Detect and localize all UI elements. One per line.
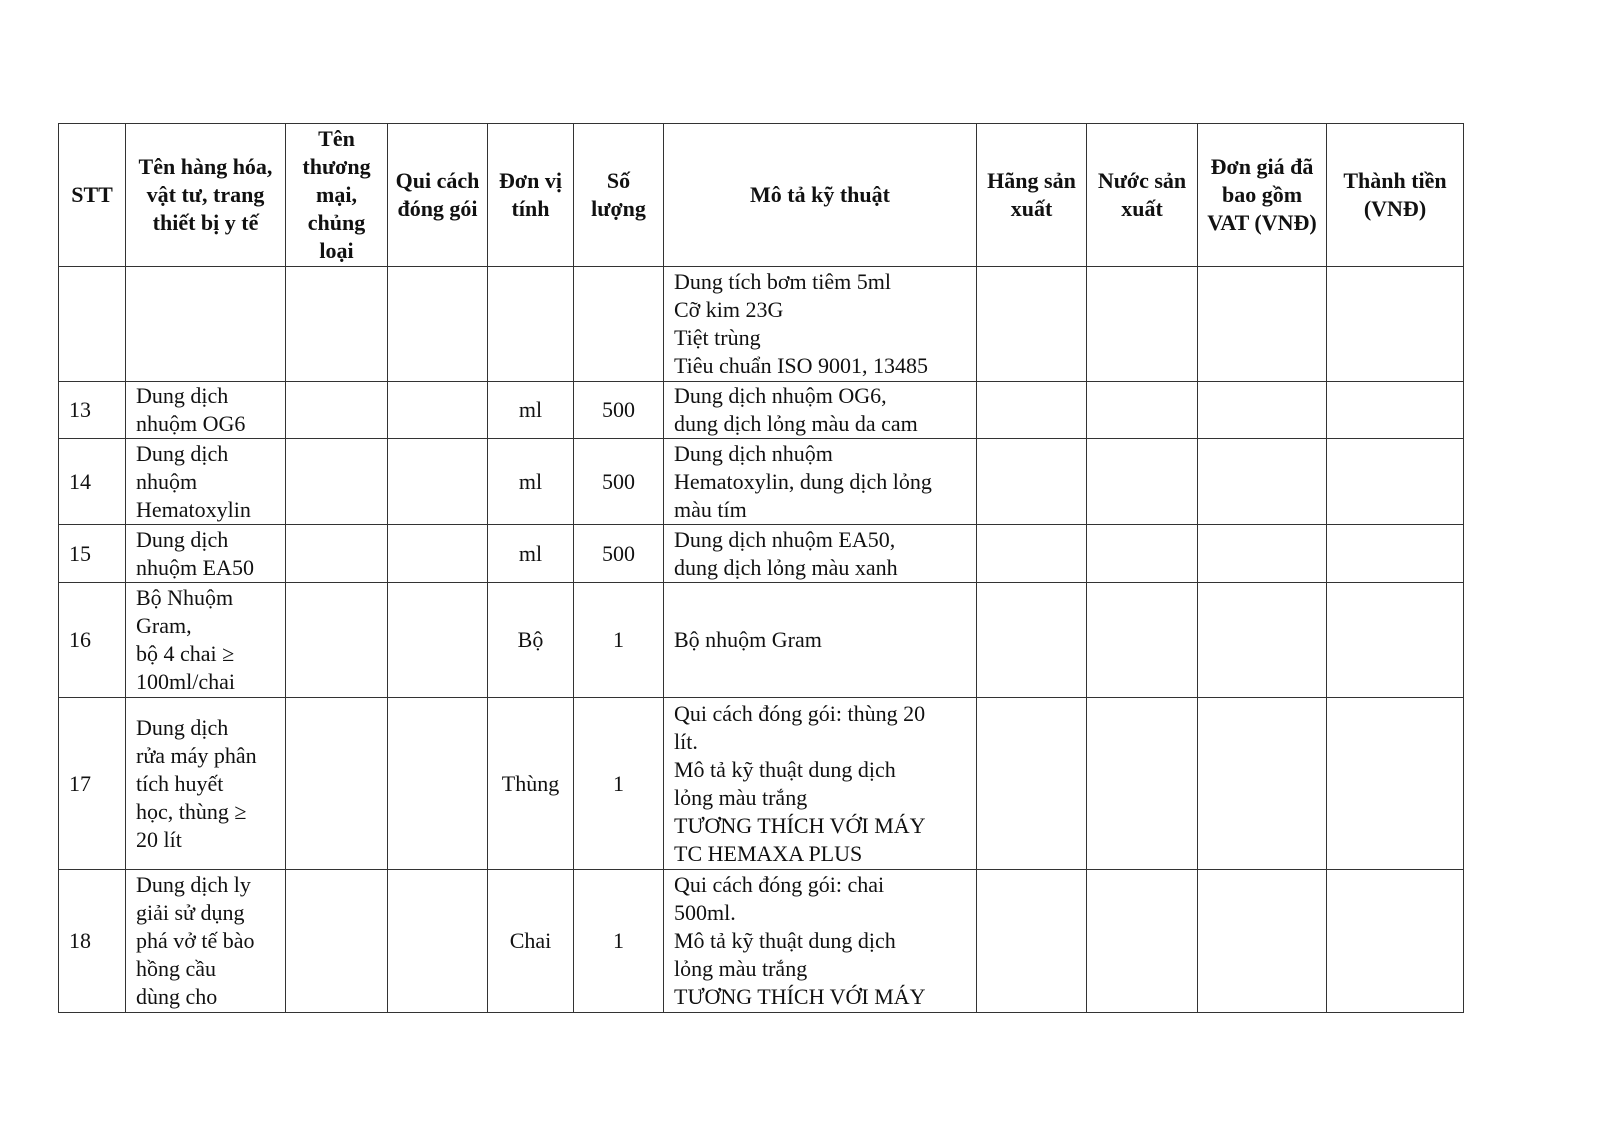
cell-quantity: 500 [574,382,664,439]
cell-description: Qui cách đóng gói: chai 500ml. Mô tả kỹ thuật dung dịch lỏng màu trắng TƯƠNG THÍCH VỚI MÁY [664,870,977,1013]
cell-total [1327,698,1464,870]
cell-manufacturer [977,698,1087,870]
cell-quantity [574,267,664,382]
header-manufacturer: Hãng sản xuất [977,124,1087,267]
cell-unit: ml [488,525,574,583]
cell-packing [388,439,488,525]
cell-trade-name [286,267,388,382]
cell-trade-name [286,382,388,439]
cell-stt: 17 [59,698,126,870]
cell-country [1087,439,1198,525]
cell-packing [388,267,488,382]
cell-unit: Bộ [488,583,574,698]
cell-packing [388,525,488,583]
cell-trade-name [286,439,388,525]
header-total: Thành tiền (VNĐ) [1327,124,1464,267]
cell-trade-name [286,698,388,870]
cell-total [1327,439,1464,525]
cell-description: Qui cách đóng gói: thùng 20 lít. Mô tả kỹ thuật dung dịch lỏng màu trắng TƯƠNG THÍCH VỚI MÁY TC HEMAXA PLUS [664,698,977,870]
cell-item-name: Dung dịch rửa máy phân tích huyết học, thùng ≥ 20 lít [126,698,286,870]
cell-country [1087,583,1198,698]
cell-quantity: 1 [574,870,664,1013]
cell-manufacturer [977,439,1087,525]
cell-total [1327,382,1464,439]
cell-unit: Thùng [488,698,574,870]
cell-unit: ml [488,382,574,439]
cell-manufacturer [977,870,1087,1013]
header-description: Mô tả kỹ thuật [664,124,977,267]
cell-unit [488,267,574,382]
table-row [59,583,1464,698]
cell-stt: 13 [59,382,126,439]
table-row [59,267,1464,382]
cell-stt: 15 [59,525,126,583]
header-trade-name: Tên thương mại, chủng loại [286,124,388,267]
cell-unit: Chai [488,870,574,1013]
cell-unit-price [1198,583,1327,698]
header-quantity: Số lượng [574,124,664,267]
cell-quantity: 1 [574,583,664,698]
cell-country [1087,525,1198,583]
cell-trade-name [286,583,388,698]
cell-quantity: 1 [574,698,664,870]
cell-description: Bộ nhuộm Gram [664,583,977,698]
cell-item-name: Dung dịch ly giải sử dụng phá vở tế bào hồng cầu dùng cho [126,870,286,1013]
cell-stt: 18 [59,870,126,1013]
header-stt: STT [59,124,126,267]
table-row [59,382,1464,439]
cell-trade-name [286,525,388,583]
header-item-name: Tên hàng hóa, vật tư, trang thiết bị y tế [126,124,286,267]
cell-description: Dung dịch nhuộm Hematoxylin, dung dịch lỏng màu tím [664,439,977,525]
cell-stt: 14 [59,439,126,525]
cell-packing [388,382,488,439]
cell-item-name: Dung dịch nhuộm OG6 [126,382,286,439]
cell-total [1327,267,1464,382]
cell-stt [59,267,126,382]
cell-unit-price [1198,267,1327,382]
cell-packing [388,870,488,1013]
cell-item-name [126,267,286,382]
cell-country [1087,267,1198,382]
cell-country [1087,698,1198,870]
header-unit: Đơn vị tính [488,124,574,267]
table-row [59,439,1464,525]
cell-item-name: Bộ Nhuộm Gram, bộ 4 chai ≥ 100ml/chai [126,583,286,698]
cell-total [1327,525,1464,583]
cell-quantity: 500 [574,525,664,583]
cell-unit-price [1198,870,1327,1013]
cell-packing [388,583,488,698]
cell-item-name: Dung dịch nhuộm EA50 [126,525,286,583]
cell-description: Dung dịch nhuộm EA50, dung dịch lỏng màu xanh [664,525,977,583]
cell-packing [388,698,488,870]
table-row [59,525,1464,583]
header-unit-price: Đơn giá đã bao gồm VAT (VNĐ) [1198,124,1327,267]
cell-stt: 16 [59,583,126,698]
cell-item-name: Dung dịch nhuộm Hematoxylin [126,439,286,525]
cell-unit-price [1198,382,1327,439]
cell-manufacturer [977,525,1087,583]
table-row [59,698,1464,870]
cell-country [1087,382,1198,439]
header-packing: Qui cách đóng gói [388,124,488,267]
cell-total [1327,870,1464,1013]
header-country: Nước sản xuất [1087,124,1198,267]
cell-country [1087,870,1198,1013]
cell-manufacturer [977,267,1087,382]
cell-unit-price [1198,525,1327,583]
cell-trade-name [286,870,388,1013]
cell-unit-price [1198,439,1327,525]
cell-quantity: 500 [574,439,664,525]
goods-table [58,123,1464,1013]
cell-unit-price [1198,698,1327,870]
table-row [59,870,1464,1013]
cell-description: Dung dịch nhuộm OG6, dung dịch lỏng màu da cam [664,382,977,439]
cell-total [1327,583,1464,698]
cell-manufacturer [977,583,1087,698]
cell-unit: ml [488,439,574,525]
cell-manufacturer [977,382,1087,439]
cell-description: Dung tích bơm tiêm 5ml Cỡ kim 23G Tiệt trùng Tiêu chuẩn ISO 9001, 13485 [664,267,977,382]
header-row [59,124,1464,267]
